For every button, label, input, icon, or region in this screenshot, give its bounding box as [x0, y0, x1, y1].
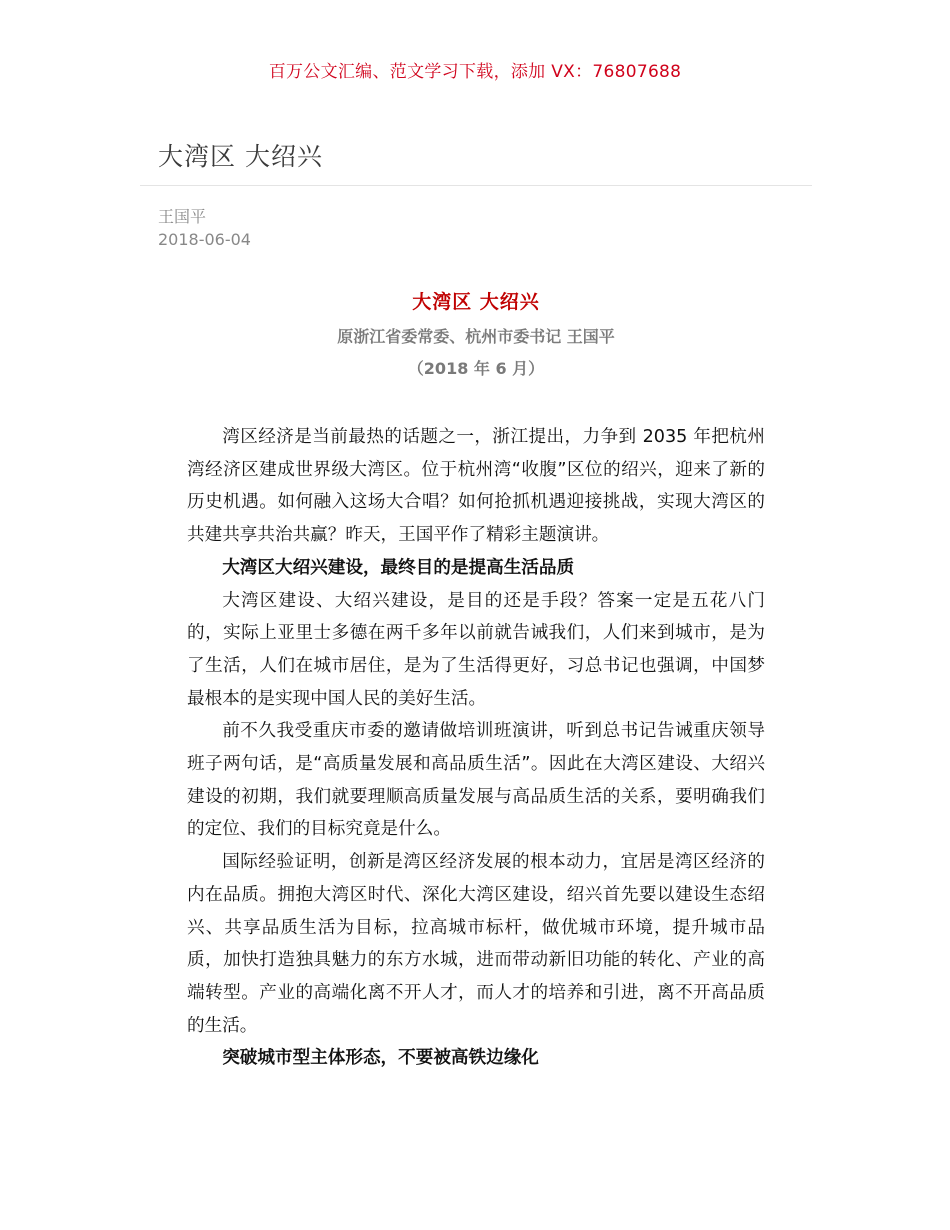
post-meta — [158, 205, 251, 251]
promo-banner: 百万公文汇编、范文学习下载，添加 VX：76807688 — [268, 62, 682, 82]
paragraph: 国际经验证明，创新是湾区经济发展的根本动力，宜居是湾区经济的内在品质。拥抱大湾区时代、深化大湾区建设，绍兴首先要以建设生态绍兴、共享品质生活为目标，拉高城市标杆，做优城市环境，提升城市品质，加快打造独具魅力的东方水城，进而带动新旧功能的转化、产业的高端转型。产业的高端化离不开人才，而人才的培养和引进，离不开高品质的生活。 — [187, 852, 765, 1036]
publish-date: 2018-06-04 — [158, 230, 251, 249]
paragraph: 大湾区建设、大绍兴建设，是目的还是手段？答案一定是五花八门的，实际上亚里士多德在两千多年以前就告诫我们，人们来到城市，是为了生活，人们在城市居住，是为了生活得更好，习总书记也强调，中国梦最根本的是实现中国人民的美好生活。 — [187, 590, 765, 709]
title-divider — [140, 185, 812, 186]
document-title: 大湾区 大绍兴 — [412, 291, 540, 313]
section-heading: 突破城市型主体形态，不要被高铁边缘化 — [222, 1048, 539, 1069]
document-date: （2018 年 6 月） — [407, 359, 545, 378]
paragraph: 湾区经济是当前最热的话题之一，浙江提出，力争到 2035 年把杭州湾经济区建成世界级大湾区。位于杭州湾“收腹”区位的绍兴，迎来了新的历史机遇。如何融入这场大合唱？如何抢抓机遇迎接挑战，实现大湾区的共建共享共治共赢？昨天，王国平作了精彩主题演讲。 — [187, 427, 765, 546]
paragraph: 前不久我受重庆市委的邀请做培训班演讲，听到总书记告诫重庆领导班子两句话，是“高质量发展和高品质生活”。因此在大湾区建设、大绍兴建设的初期，我们就要理顺高质量发展与高品质生活的关系，要明确我们的定位、我们的目标究竟是什么。 — [187, 721, 765, 840]
article-body — [187, 421, 765, 1075]
section-heading: 大湾区大绍兴建设，最终目的是提高生活品质 — [222, 557, 575, 578]
page-title: 大湾区 大绍兴 — [158, 142, 323, 171]
article-document — [187, 286, 765, 1075]
author-name: 王国平 — [158, 207, 207, 226]
document-byline: 原浙江省委常委、杭州市委书记 王国平 — [337, 327, 615, 346]
